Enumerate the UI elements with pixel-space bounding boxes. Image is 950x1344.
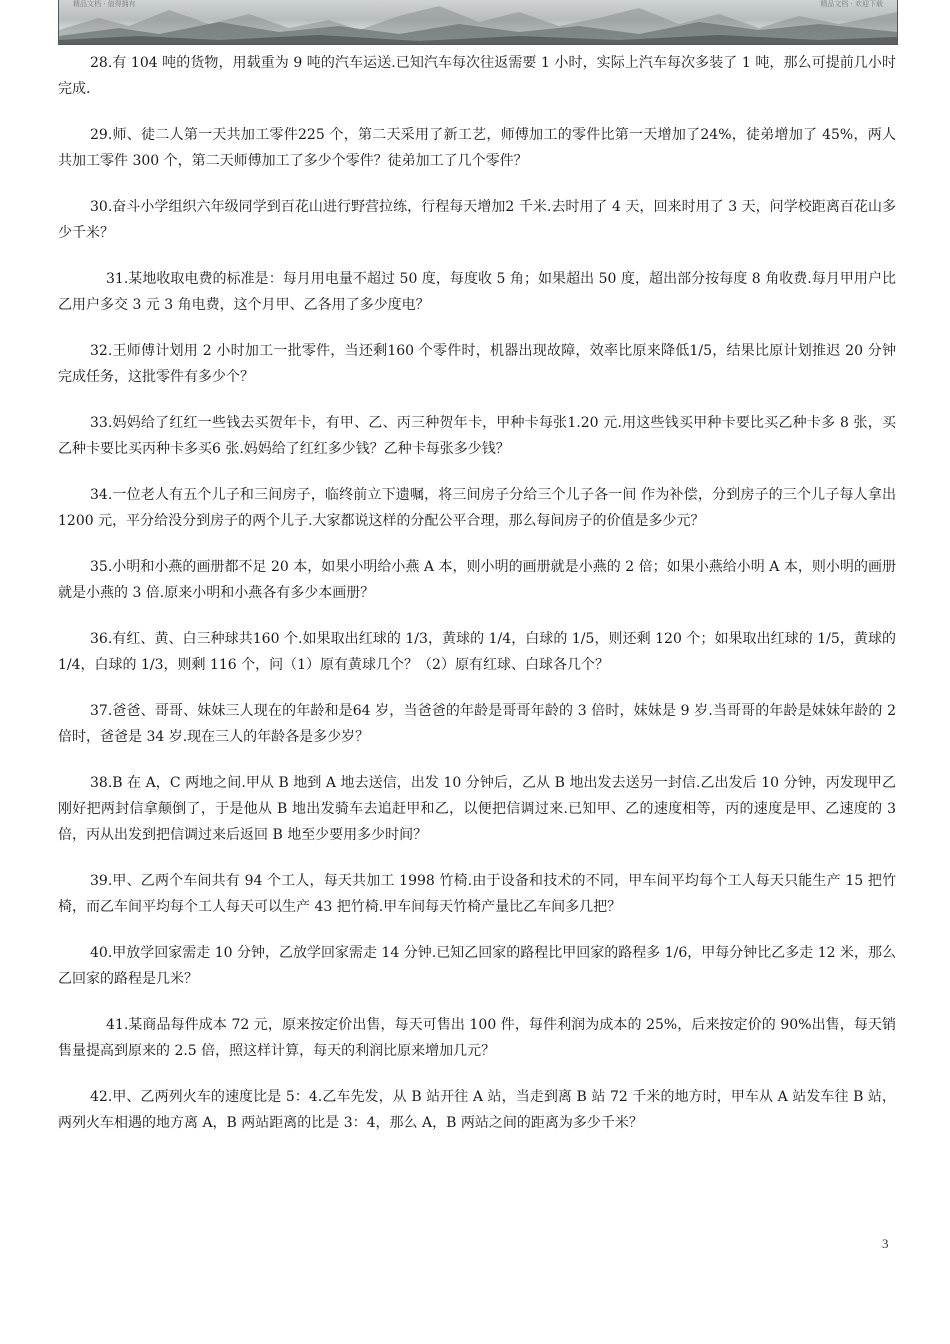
question-39: 39.甲、乙两个车间共有 94 个工人，每天共加工 1998 竹椅.由于设备和技术的不同，甲车间平均每个工人每天只能生产 15 把竹椅，而乙车间平均每个工人每天可以生产 43 把竹椅.甲车间每天竹椅产量比乙车间多几把？ <box>58 873 896 915</box>
question-29: 29.师、徒二人第一天共加工零件225 个，第二天采用了新工艺，师傅加工的零件比第一天增加了24%，徒弟增加了 45%，两人共加工零件 300 个，第二天师傅加工了多少个零件？徒弟加工了几个零件？ <box>58 127 896 169</box>
question-38: 38.B 在 A，C 两地之间.甲从 B 地到 A 地去送信，出发 10 分钟后，乙从 B 地出发去送另一封信.乙出发后 10 分钟，丙发现甲乙刚好把两封信拿颠倒了，于是他从 B 地出发骑车去追赶甲和乙，以便把信调过来.已知甲、乙的速度相等，丙的速度是甲、乙速度的 3 倍，丙从出发到把信调过来后返回 B 地至少要用多少时间？ <box>58 775 896 843</box>
question-list <box>58 50 896 1156</box>
header-banner <box>58 0 898 45</box>
question-41: 41.某商品每件成本 72 元，原来按定价出售，每天可售出 100 件，每件利润为成本的 25%，后来按定价的 90%出售，每天销售量提高到原来的 2.5 倍，照这样计算，每天的利润比原来增加几元？ <box>58 1017 896 1059</box>
question-32: 32.王师傅计划用 2 小时加工一批零件，当还剩160 个零件时，机器出现故障，效率比原来降低1/5，结果比原计划推迟 20 分钟完成任务，这批零件有多少个？ <box>58 343 896 385</box>
question-35: 35.小明和小燕的画册都不足 20 本，如果小明给小燕 A 本，则小明的画册就是小燕的 2 倍；如果小燕给小明 A 本，则小明的画册就是小燕的 3 倍.原来小明和小燕各有多少本画册？ <box>58 559 896 601</box>
header-right-tag: 精品文档 · 欢迎下载 <box>820 0 883 8</box>
question-40: 40.甲放学回家需走 10 分钟，乙放学回家需走 14 分钟.已知乙回家的路程比甲回家的路程多 1/6，甲每分钟比乙多走 12 米，那么乙回家的路程是几米？ <box>58 945 896 987</box>
question-33: 33.妈妈给了红红一些钱去买贺年卡，有甲、乙、丙三种贺年卡，甲种卡每张1.20 元.用这些钱买甲种卡要比买乙种卡多 8 张，买乙种卡要比买丙种卡多买6 张.妈妈给了红红多少钱？乙种卡每张多少钱？ <box>58 415 896 457</box>
page-number: 3 <box>882 1236 889 1251</box>
question-36: 36.有红、黄、白三种球共160 个.如果取出红球的 1/3，黄球的 1/4，白球的 1/5，则还剩 120 个；如果取出红球的 1/5，黄球的 1/4，白球的 1/3，则剩 116 个，问（1）原有黄球几个？（2）原有红球、白球各几个？ <box>58 631 896 673</box>
question-42: 42.甲、乙两列火车的速度比是 5：4.乙车先发，从 B 站开往 A 站，当走到离 B 站 72 千米的地方时，甲车从 A 站发车往 B 站，两列火车相遇的地方离 A，B 两站距离的比是 3：4，那么 A，B 两站之间的距离为多少千米？ <box>58 1089 896 1131</box>
question-28: 28.有 104 吨的货物，用载重为 9 吨的汽车运送.已知汽车每次往返需要 1 小时，实际上汽车每次多装了 1 吨，那么可提前几小时完成. <box>58 55 896 97</box>
question-34: 34.一位老人有五个儿子和三间房子，临终前立下遗嘱，将三间房子分给三个儿子各一间 作为补偿，分到房子的三个儿子每人拿出 1200 元，平分给没分到房子的两个儿子.大家都说这样的分配公平合理，那么每间房子的价值是多少元？ <box>58 487 896 529</box>
question-37: 37.爸爸、哥哥、妹妹三人现在的年龄和是64 岁，当爸爸的年龄是哥哥年龄的 3 倍时，妹妹是 9 岁.当哥哥的年龄是妹妹年龄的 2 倍时，爸爸是 34 岁.现在三人的年龄各是多少岁？ <box>58 703 896 745</box>
question-31: 31.某地收取电费的标准是：每月用电量不超过 50 度，每度收 5 角；如果超出 50 度，超出部分按每度 8 角收费.每月甲用户比乙用户多交 3 元 3 角电费，这个月甲、乙各用了多少度电？ <box>58 271 896 313</box>
header-left-tag: 精品文档 · 值得拥有 <box>73 0 136 8</box>
question-30: 30.奋斗小学组织六年级同学到百花山进行野营拉练，行程每天增加2 千米.去时用了 4 天，回来时用了 3 天，问学校距离百花山多少千米？ <box>58 199 896 241</box>
mountain-landscape-image <box>59 0 897 44</box>
